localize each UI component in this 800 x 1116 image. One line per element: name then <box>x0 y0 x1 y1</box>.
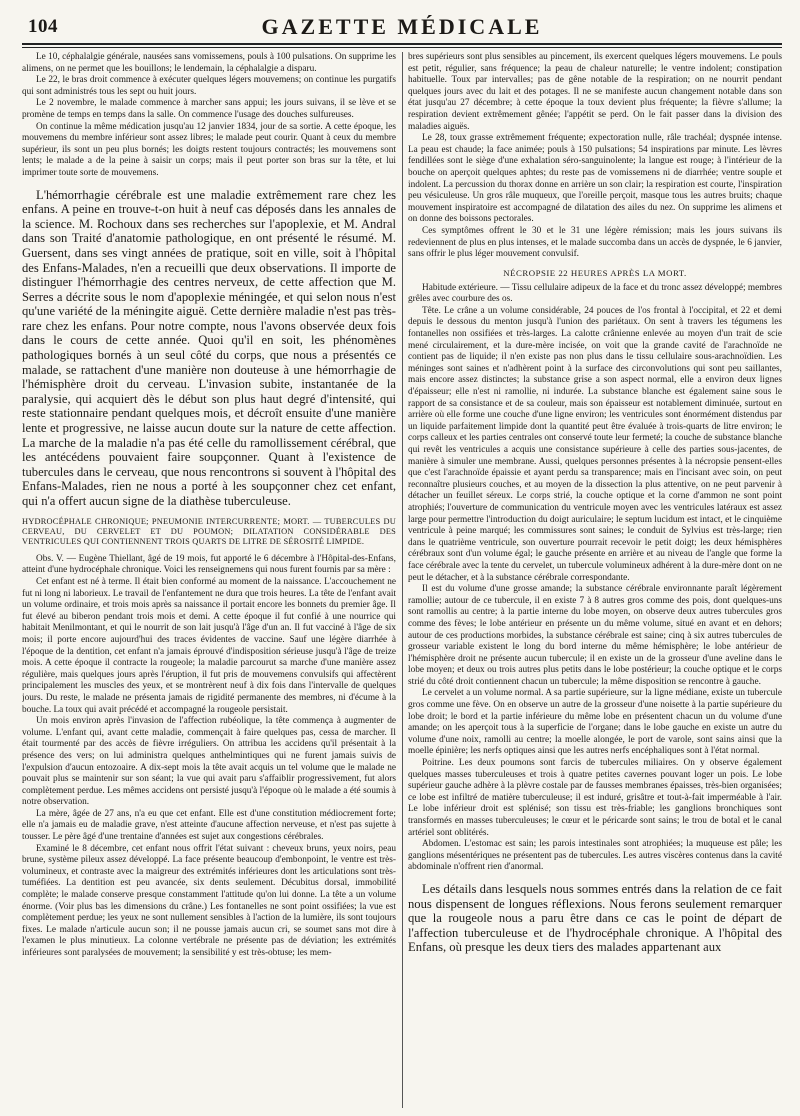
paragraph: Le 10, céphalalgie générale, nausées sans vomissemens, pouls à 100 pulsations. On supprime les alimens, on ne permet que les bouillons; le lendemain, la céphalalgie a disparu. <box>22 52 396 74</box>
page-number: 104 <box>28 16 58 37</box>
paragraph: Habitude extérieure. — Tissu cellulaire adipeux de la face et du tronc assez développé; membres grêles avec courbure des os. <box>408 282 782 305</box>
commentary-paragraph: L'hémorrhagie cérébrale est une maladie extrêmement rare chez les enfans. A peine en trouve-t-on huit à neuf cas déposés dans les annales de la science. M. Rochoux dans ses recherches sur l'apoplexie, et M. Andral dans son Traité d'anatomie pathologique, en ont présenté le résumé. M. Guersent, dans ses vingt années de pratique, soit en ville, soit à l'hôpital des Enfans-Malades, n'en a recueilli que deux observations. Il importe de distinguer l'hémorrhagie des centres nerveux, de cette affection que M. Serres a décrite sous le nom d'apoplexie méningée, et qui selon nous n'est qu'une variété de la méningite aiguë. Cette dernière maladie n'est pas très-rare chez les enfans. Pour notre compte, nous l'avons observée deux fois dans le cours de cette année. Quoi qu'il en soit, les phénomènes pathologiques bornés à un seul côté du corps, que nous a présentés ce malade, se rattachent d'une manière non douteuse à une hémorrhagie de l'hémisphère droit du cerveau. L'invasion subite, instantanée de la paralysie, qui acquiert dès le début son plus haut degré d'intensité, qui reste stationnaire pendant quelques mois, et décroît ensuite d'une manière lente et progressive, ne laisse aucun doute sur la nature de cette affection. La marche de la maladie n'a pas été celle du ramollissement cérébral, que les antécédens pouvaient faire soupçonner. Quant à l'existence de tubercules dans le cerveau, que nous rencontrons si souvent à l'hôpital des Enfans-Malades, rien ne nous a porté à les soupçonner chez cet enfant, qui n'a offert aucun signe de la diathèse tuberculeuse. <box>22 187 396 508</box>
case-continuation <box>22 52 396 180</box>
case-course <box>408 52 782 261</box>
paragraph: Le 22, le bras droit commence à exécuter quelques légers mouvemens; on continue les purgatifs qui sont administrés tous les sept ou huit jours. <box>22 75 396 97</box>
header-rule <box>22 43 782 45</box>
newspaper-page <box>22 12 782 1108</box>
paragraph: bres supérieurs sont plus sensibles au pincement, ils exercent quelques légers mouvemens. Le pouls est petit, régulier, sans fréquence; la peau de chaleur naturelle; le ventre indolent; constipation habituelle. Toux par intervalles; pas de gêne notable de la respiration; on ne nourrit pendant quelques jours avec du lait et des potages. Il ne se manifeste aucun changement notable dans son état jusqu'au 27 décembre; à cette époque la toux devient plus fréquente; la fièvre s'allume; la respiration devient extrêmement gênée; l'appétit se perd. On le fait passer dans la division des maladies aiguës. <box>408 52 782 132</box>
journal-title: GAZETTE MÉDICALE <box>261 14 543 39</box>
section-title: HYDROCÉPHALE CHRONIQUE; PNEUMONIE INTERCURRENTE; MORT. — TUBERCULES DU CERVEAU, DU CERVELET ET DU POUMON; DILATATION CONSIDÉRABLE DES VENTRICULES QUI CONTIENNENT TROIS QUARTS DE LITRE DE SÉROSITÉ LIMPIDE. <box>22 516 396 547</box>
paragraph: Le cervelet a un volume normal. A sa partie supérieure, sur la ligne médiane, existe un tubercule gros comme une fève. On en observe un autre de la grosseur d'une noisette à la partie supérieure du lobe droit; le bord et la partie inférieure du même lobe en présentent chacun un du volume d'une amande; on les aperçoit tous à la superficie de l'organe; dans le lobe gauche en existe un autre du volume d'une noix, ramolli au centre; la moelle alongée, le port de varole, sont sains ainsi que la moelle épinière; les nerfs optiques ainsi que les autres nerfs encéphaliques sont à l'état normal. <box>408 688 782 757</box>
observation-v <box>22 554 396 960</box>
necropsie-report <box>408 283 782 874</box>
necropsie-heading: NÉCROPSIE 22 HEURES APRÈS LA MORT. <box>503 267 687 278</box>
paragraph: Tête. Le crâne a un volume considérable, 24 pouces de l'os frontal à l'occipital, et 22 et demi depuis le dessous du menton jusqu'à l'union des pariétaux. On sent à travers les tégumens les fontanelles non ossifiées et très-larges. La calotte crânienne enlevée au moyen d'un trait de scie mené circulairement, et la dure-mère incisée, on voit que la grande cavité de l'arachnoïde ne contient pas de liquide; il n'en existe pas non plus dans le tissu cellulaire sous-arachnoïdien. Les méninges sont saines et n'adhèrent point à la surface des circonvolutions qui sont peu saillantes, mais encore assez distinctes; la substance grise a son aspect normal, elle a environ deux lignes d'épaisseur; elle n'est ni ramollie, ni indurée. La substance blanche est également saine sous le rapport de sa consistance et de sa couleur, mais son épaisseur est notablement diminuée, surtout en arrière où elle forme une couche d'une ligne environ; les ventricules sont énormément distendus par un liquide parfaitement limpide dont la quantité peut être évaluée à trois-quarts de litre environ; le corps calleux et les parties centrales ont conservé toute leur fermeté; la couche de substance blanche qui revêt les ventricules a acquis une consistance supérieure à celle des parties sous-jacentes, de manière à simuler une membrane. Aussi, quelques personnes présentes à la nécropsie pensent-elles que c'est l'arachnoïde épaissie et ayant perdu sa transparence; mais en l'incisant avec soin, on peut reconnaître plusieurs couches, et au moyen de la dissection la plus attentive, on ne peut parvenir à détacher un feuillet séreux. Le corps strié, la couche optique et la corne d'ammon ne sont point atrophiés; l'ouverture de communication du ventricule moyen avec les ventricules latéraux est assez large pour permettre l'introduction du doigt auriculaire; le septum lucidum est intact, et le cinquième ventricule à peine marqué; les commissures sont saines; le conduit de Sylvius est très-large; rien dans le quatrième ventricule, son ouverture pourrait recevoir le petit doigt; les deux hémisphères cérébraux sont d'un volume égal; le gauche présente en arrière et au niveau de l'angle que forme la face cérébrale avec la tente du cervelet, un tubercule volumineux adhérent à la dure-mère dont on ne peut le détacher, et à la substance cérébrale correspondante. <box>408 305 782 583</box>
paragraph: Poitrine. Les deux poumons sont farcis de tubercules miliaires. On y observe également quelques masses tuberculeuses et trois à quatre petites cavernes pouvant loger un pois. Le lobe supérieur gauche adhère à la plèvre costale par de fausses membranes épaisses, très-bien organisées; ce lobe est infiltré de matière tuberculeuse; il est induré, grisâtre et tout-à-fait imperméable à l'air. Le lobe inférieur droit est splénisé; son tissu est très-friable; les ganglions bronchiques sont transformés en masses tuberculeuses; le cœur et le péricarde sont sains; le trou de botal et le canal artériel sont oblitérés. <box>408 758 782 838</box>
right-column <box>408 52 782 1108</box>
header-rule-thin <box>22 47 782 48</box>
paragraph: Obs. V. — Eugène Thiellant, âgé de 19 mois, fut apporté le 6 décembre à l'Hôpital-des-Enfans, atteint d'une hydrocéphale chronique. Voici les renseignemens qui nous furent fournis par sa mère : <box>22 553 396 576</box>
page-header <box>22 12 782 42</box>
left-column <box>22 52 396 1108</box>
closing-commentary <box>408 882 782 955</box>
paragraph: Il est du volume d'une grosse amande; la substance cérébrale environnante paraît légèrement ramollie; autour de ce tubercule, il en existe 7 à 8 autres gros comme des pois, dont quelques-uns sont ramollis au centre; à la partie interne du lobe moyen, on observe deux autres tubercules gros comme des fèves; le lobe antérieur en présente un du même volume, situé en avant et en dehors; autour de ces productions morbides, la substance cérébrale est saine; cinq à six autres tubercules de grosseur variable existent le long du bord interne du même hémisphère; le lobe antérieur de l'hémisphère droit ne présente aucun tubercule; il en existe un de la grosseur d'une aveline dans le lobe moyen; et deux ou trois autres plus petits dans le lobe postérieur; la couche optique et le corps strié du côté droit contiennent chacun un tubercule; la même disposition se rencontre à gauche. <box>408 584 782 687</box>
paragraph: Le 28, toux grasse extrêmement fréquente; expectoration nulle, râle trachéal; dyspnée intense. La peau est chaude; la face animée; pouls à 150 pulsations; 54 inspirations par minute. Les lèvres fendillées sont le siège d'une exhalation séro-sanguinolente; la langue est rouge; à l'intérieur de la bouche on aperçoit quelques aphtes; du reste pas de vomissemens ni de diarrhée; ventre souple et indolent. La percussion du thorax donne en arrière un son clair; la respiration est courte, l'inspiration peu vésiculeuse. Un gros râle muqueux, que l'oreille perçoit, masque tous les autres bruits; chaque mouvement inspiratoire est accompagné de dilatation des ailes du nez. On supprime les alimens et on donne des boissons pectorales. <box>408 133 782 225</box>
paragraph: Ces symptômes offrent le 30 et le 31 une légère rémission; mais les jours suivans ils redeviennent de plus en plus intenses, et le malade succomba dans un accès de dyspnée, le 6 janvier, sans offrir le plus léger mouvement convulsif. <box>408 225 782 260</box>
paragraph: Le 2 novembre, le malade commence à marcher sans appui; les jours suivans, il se lève et se promène de temps en temps dans la salle. On commence l'usage des douches sulfureuses. <box>22 98 396 120</box>
paragraph: On continue la même médication jusqu'au 12 janvier 1834, jour de sa sortie. A cette époque, les mouvemens du membre inférieur sont assez libres; le malade peut courir. Quant à ceux du membre supérieur, ils sont un peu plus bornés; les doigts restent toujours contractés; les mouvemens sont lents; le malade a de la peine à saisir un corps; mais il peut porter son bras sur la tête, et lui imprimer toute sorte de mouvemens. <box>22 121 396 178</box>
paragraph: Abdomen. L'estomac est sain; les parois intestinales sont atrophiées; la muqueuse est pâle; les ganglions mésentériques ne présentent pas de tubercules. Les autres viscères contenus dans la cavité abdominale n'offrent rien d'anormal. <box>408 839 782 873</box>
commentary-paragraph: Les détails dans lesquels nous sommes entrés dans la relation de ce fait nous dispensent de longues réflexions. Nous ferons seulement remarquer que la rougeole nous a paru être dans ce cas le point de départ de l'affection tuberculeuse et de l'hydrocéphale chronique. A l'hôpital des Enfans, où presque les deux tiers des malades appartenant aux <box>408 881 782 955</box>
commentary <box>22 188 396 509</box>
paragraph: La mère, âgée de 27 ans, n'a eu que cet enfant. Elle est d'une constitution médiocrement forte; elle n'a jamais eu de maladie grave, n'est atteinte d'aucune affection nerveuse, et n'est pas sujette à tousser. Le père âgé d'une trentaine d'années est sujet aux congestions cérébrales. <box>22 808 396 843</box>
paragraph: Un mois environ après l'invasion de l'affection rubéolique, la tête commença à augmenter de volume. L'enfant qui, avant cette maladie, commençait à faire quelques pas, cessa de marcher. Il était tourmenté par des accès de fièvre irréguliers. On attribua les accidens qu'il présentait à la présence des vers; on lui administra quelques anthelmintiques qui ne furent jamais suivis de l'expulsion d'aucun entozoaire. A dix-sept mois la tête avait acquis un tel volume que le malade ne pouvait plus se maintenir sur son séant; la vue qui avait paru s'affaiblir progressivement, fut alors complètement perdue. Les mêmes accidens ont persisté jusqu'à l'époque où le malade a été soumis à notre observation. <box>22 716 396 808</box>
columns <box>22 52 782 1108</box>
paragraph: Cet enfant est né à terme. Il était bien conformé au moment de la naissance. L'accouchement ne fut ni long ni laborieux. Le travail de l'enfantement ne dura que trois heures. La tête de l'enfant avait un volume ordinaire, et trois mois après sa naissance il portait encore les bonnets du premier âge. Il fut élevé au biberon pendant trois mois et demi. A cette époque il fut confié à une nourrice qui habitait Menilmontant, et qui le nourrit de son lait jusqu'à l'âge d'un an. Il fut vacciné à l'âge de six mois; il porte encore aujourd'hui des traces évidentes de vaccine. Sauf une légère diarrhée à l'époque de la dentition, cet enfant n'a jamais éprouvé d'indisposition sérieuse jusqu'à l'âge de treize mois. A cette époque il contracte la rougeole; la maladie parcourut sa marche d'une manière assez régulière, mais quelques jours après l'éruption, il fut pris de mouvemens convulsifs qui affectèrent principalement les muscles des yeux, et se montrèrent neuf à dix fois dans l'intervalle de quelques jours. Du reste, le malade ne présenta jamais de rigidité permanente des membres, ni d'écume à la bouche. La toux qui avait précédé et accompagné la rougeole persistait. <box>22 577 396 715</box>
paragraph: Examiné le 8 décembre, cet enfant nous offrit l'état suivant : cheveux bruns, yeux noirs, peau brune, système pileux assez développé. La face présente beaucoup d'embonpoint, le ventre est très-volumineux, et contraste avec la maigreur des extrémités inférieures dont les articulations sont très-tuméfiées. La dentition est peu avancée, six dents seulement. Décubitus dorsal, immobilité complète; le malade conserve presque constamment l'attitude qu'on lui donne. La tête a un volume énorme. (Voir plus bas les dimensions du crâne.) Les fontanelles ne sont point ossifiées; la vue est complètement perdue; les yeux ne sont nullement sensibles à l'action de la lumière, ils sont toujours fixes. Le malade n'articule aucun son; il ne pousse jamais aucun cri, se soumet sans mot dire à l'examen le plus minutieux. La colonne vertébrale ne présente pas de déviation; les extrémités inférieures sont paralysées de mouvement; la sensibilité y est très-obtuse; les mem- <box>22 843 396 958</box>
